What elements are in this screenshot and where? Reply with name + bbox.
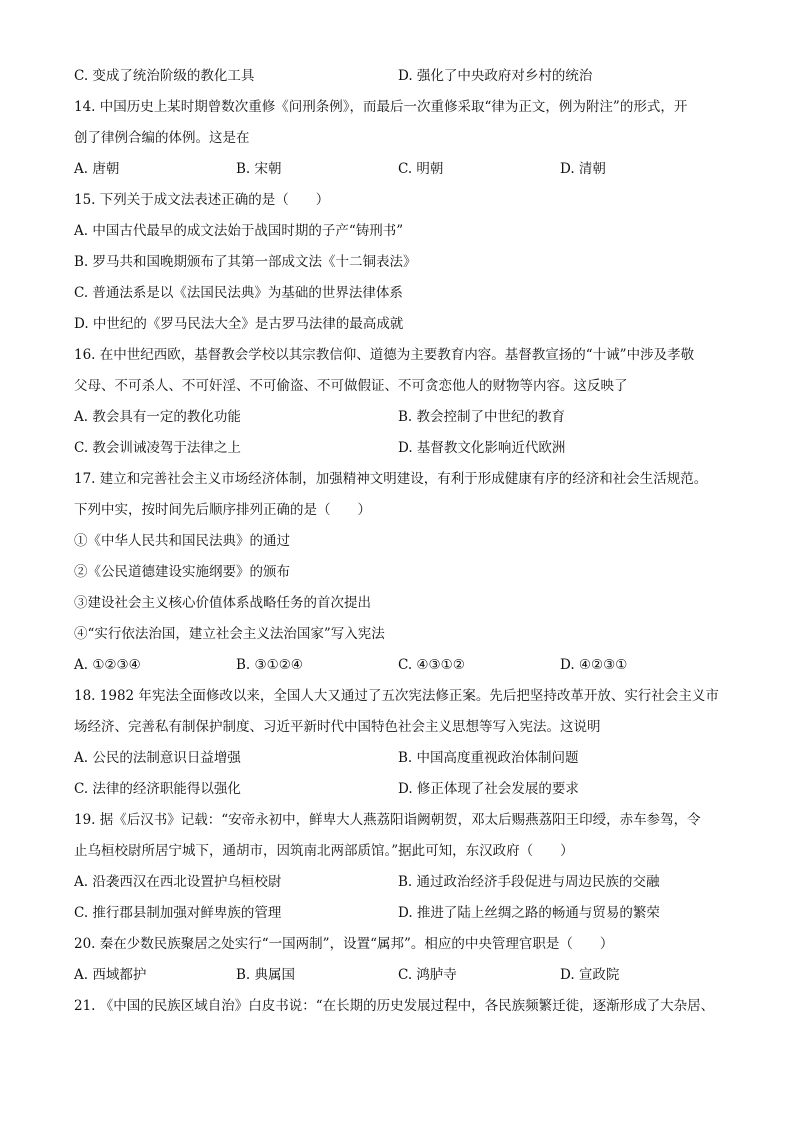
q17-item-2: ②《公民道德建设实施纲要》的颁布 <box>74 564 290 580</box>
q16-option-a: A. 教会具有一定的教化功能 <box>74 409 241 425</box>
q19-option-c: C. 推行郡县制加强对鲜卑族的管理 <box>74 905 282 921</box>
q19-option-a: A. 沿袭西汉在西北设置护乌桓校尉 <box>74 874 282 890</box>
question-14-stem: 14. 中国历史上某时期曾数次重修《问刑条例》，而最后一次重修采取“律为正文，例为附注”的形式，开 <box>74 99 688 115</box>
q17-option-c: C. ④③①② <box>398 657 465 673</box>
q16-option-c: C. 教会训诫凌驾于法律之上 <box>74 440 241 456</box>
question-17-stem: 17. 建立和完善社会主义市场经济体制，加强精神文明建设，有利于形成健康有序的经济和社会生活规范。 <box>74 471 708 487</box>
question-19-stem-cont: 止乌桓校尉所居宁城下，通胡市，因筑南北两部质馆。”据此可知，东汉政府（ ） <box>74 843 574 859</box>
q20-option-c: C. 鸿胪寺 <box>398 967 457 983</box>
q18-option-d: D. 修正体现了社会发展的要求 <box>398 781 579 797</box>
q19-option-d: D. 推进了陆上丝绸之路的畅通与贸易的繁荣 <box>398 905 660 921</box>
q20-option-a: A. 西域都护 <box>74 967 147 983</box>
q17-option-d: D. ④②③① <box>560 657 628 673</box>
q14-option-c: C. 明朝 <box>398 161 444 177</box>
q14-option-a: A. 唐朝 <box>74 161 120 177</box>
q20-option-b: B. 典属国 <box>236 967 296 983</box>
q18-option-c: C. 法律的经济职能得以强化 <box>74 781 241 797</box>
option-c: C. 变成了统治阶级的教化工具 <box>74 68 255 84</box>
q18-option-b: B. 中国高度重视政治体制问题 <box>398 750 579 766</box>
q17-item-3: ③建设社会主义核心价值体系战略任务的首次提出 <box>74 595 371 611</box>
q14-option-b: B. 宋朝 <box>236 161 282 177</box>
q20-option-d: D. 宣政院 <box>560 967 620 983</box>
question-18-stem-cont: 场经济、完善私有制保护制度、习近平新时代中国特色社会主义思想等写入宪法。这说明 <box>74 719 601 735</box>
option-d: D. 强化了中央政府对乡村的统治 <box>398 68 593 84</box>
q17-option-b: B. ③①②④ <box>236 657 303 673</box>
q19-option-b: B. 通过政治经济手段促进与周边民族的交融 <box>398 874 660 890</box>
q15-option-c: C. 普通法系是以《法国民法典》为基础的世界法律体系 <box>74 285 403 301</box>
q15-option-a: A. 中国古代最早的成文法始于战国时期的子产“铸刑书” <box>74 223 404 239</box>
question-14-stem-cont: 创了律例合编的体例。这是在 <box>74 130 250 146</box>
question-15-stem: 15. 下列关于成文法表述正确的是（ ） <box>74 192 330 208</box>
q18-option-a: A. 公民的法制意识日益增强 <box>74 750 241 766</box>
question-18-stem: 18. 1982 年宪法全面修改以来，全国人大又通过了五次宪法修正案。先后把坚持改革开放、实行社会主义市 <box>74 688 719 704</box>
question-16-stem-cont: 父母、不可杀人、不可奸淫、不可偷盗、不可做假证、不可贪恋他人的财物等内容。这反映了 <box>74 378 628 394</box>
q16-option-d: D. 基督教文化影响近代欧洲 <box>398 440 566 456</box>
question-21-stem: 21. 《中国的民族区域自治》白皮书说：“在长期的历史发展过程中，各民族频繁迁徙，逐渐形成了大杂居、 <box>74 998 715 1014</box>
question-17-stem-cont: 下列中实，按时间先后顺序排列正确的是（ ） <box>74 502 371 518</box>
q17-item-4: ④“实行依法治国，建立社会主义法治国家”写入宪法 <box>74 626 385 642</box>
q15-option-b: B. 罗马共和国晚期颁布了其第一部成文法《十二铜表法》 <box>74 254 417 270</box>
question-19-stem: 19. 据《后汉书》记载：“安帝永初中，鲜卑大人燕荔阳诣阙朝贺，邓太后赐燕荔阳王印绶，赤车参驾，令 <box>74 812 701 828</box>
q16-option-b: B. 教会控制了中世纪的教育 <box>398 409 566 425</box>
q17-item-1: ①《中华人民共和国民法典》的通过 <box>74 533 290 549</box>
q15-option-d: D. 中世纪的《罗马民法大全》是古罗马法律的最高成就 <box>74 316 404 332</box>
question-20-stem: 20. 秦在少数民族聚居之处实行“一国两制”，设置“属邦”。相应的中央管理官职是（ ） <box>74 936 614 952</box>
question-16-stem: 16. 在中世纪西欧，基督教会学校以其宗教信仰、道德为主要教育内容。基督教宣扬的“十诫”中涉及孝敬 <box>74 347 695 363</box>
q14-option-d: D. 清朝 <box>560 161 606 177</box>
q17-option-a: A. ①②③④ <box>74 657 141 673</box>
